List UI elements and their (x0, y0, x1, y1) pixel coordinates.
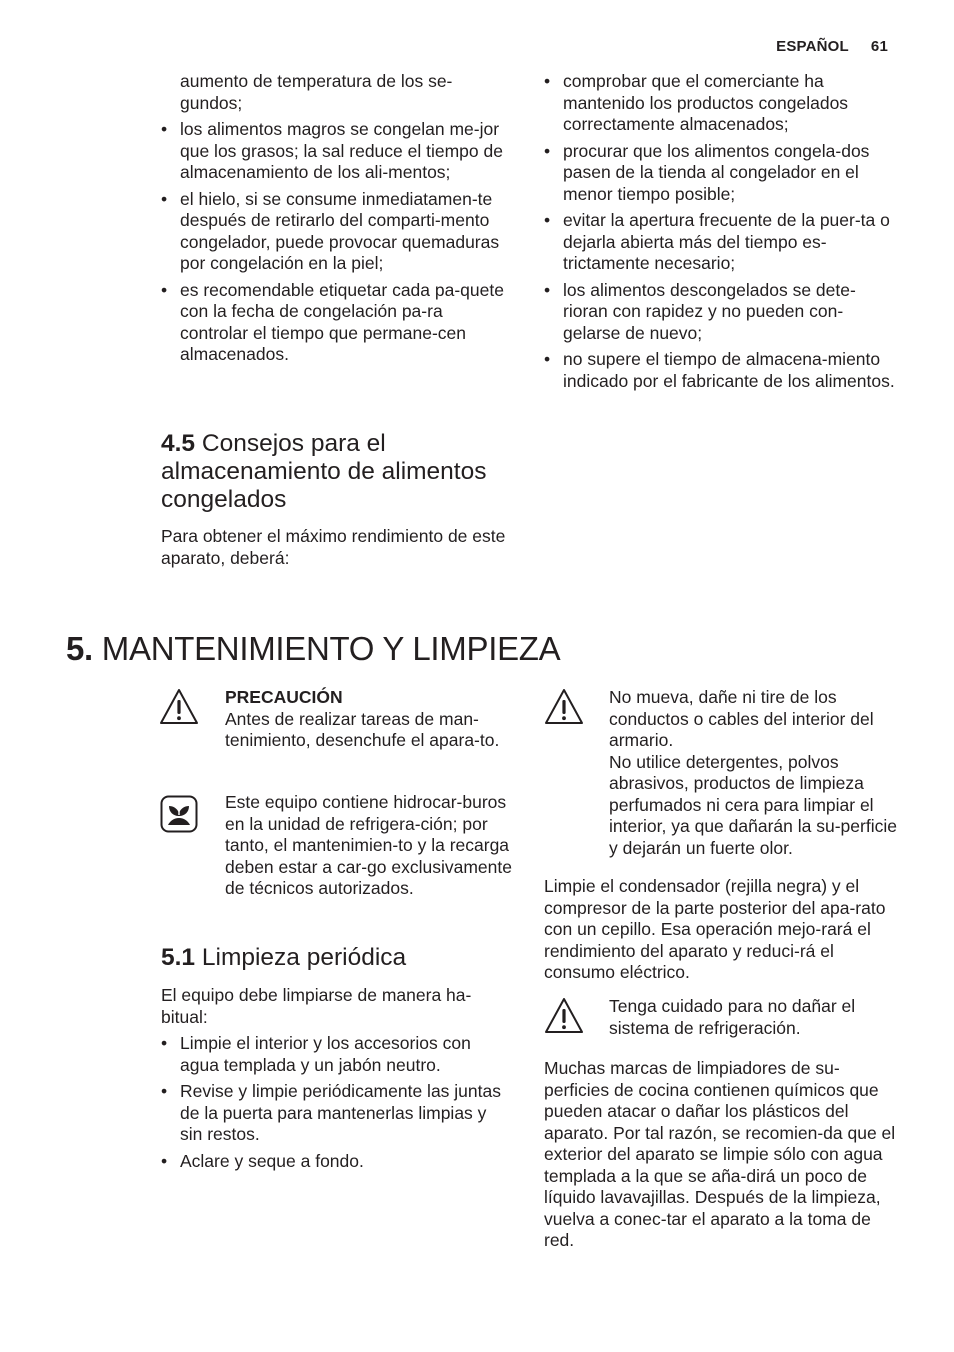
chapter-number: 5. (66, 630, 93, 667)
list-item: • los alimentos magros se congelan me-jor que los grasos; la sal reduce el tiempo de almacenamiento de los ali-mentos; (161, 119, 513, 184)
list-item: • Limpie el interior y los accesorios con agua templada y un jabón neutro. (161, 1033, 513, 1076)
section-4-5-intro: Para obtener el máximo rendimiento de este aparato, deberá: (161, 526, 506, 568)
section-title: Limpieza periódica (201, 944, 407, 971)
right-warning-1 (609, 687, 897, 859)
section-intro: El equipo debe limpiarse de manera ha-bitual: (161, 985, 472, 1027)
list-item: • los alimentos descongelados se dete-rioran con rapidez y no pueden con-gelarse de nuevo; (544, 280, 896, 345)
list-item: • comprobar que el comerciante ha mantenido los productos congelados correctamente almacenados; (544, 71, 896, 136)
caution-title: PRECAUCIÓN (225, 687, 343, 707)
section-4-5-heading (161, 430, 521, 514)
warning-text: No mueva, dañe ni tire de los conductos o cables del interior del armario. (609, 687, 874, 750)
list-item: • Aclare y seque a fondo. (161, 1151, 513, 1173)
section-5-1-heading (161, 944, 521, 972)
list-item: • es recomendable etiquetar cada pa-quete con la fecha de congelación pa-ra controlar el tiempo que permane-cen almacenados. (161, 280, 513, 366)
page-number: 61 (870, 38, 888, 55)
section-number: 4.5 (161, 430, 196, 457)
cleaners-paragraph: Muchas marcas de limpiadores de su-perficies de cocina contienen químicos que pueden atacar o dañar los plásticos del aparato. Por tal razón, se recomien-da que el exterior del aparato se limpie sólo con agua templada a la que se aña-dirá un poco de líquido lavavajillas. Después de la limpieza, vuelva a conec-tar el aparato a la toma de red. (544, 1058, 896, 1250)
section-title: Consejos para el almacenamiento de alimentos congelados (161, 430, 487, 513)
tips-list-left (161, 119, 513, 366)
list-item: • Revise y limpie periódicamente las juntas de la puerta para mantenerlas limpias y sin restos. (161, 1081, 513, 1146)
top-left-column (161, 71, 513, 371)
condenser-paragraph: Limpie el condensador (rejilla negra) y el compresor de la parte posterior del apa-rato con un cepillo. Esa operación mejo-rará el rendimiento del aparato y reduci-rá el consumo eléctrico. (544, 876, 886, 982)
header-section: ESPAÑOL (776, 38, 849, 55)
warning-triangle-icon (544, 997, 584, 1040)
cleaning-list (161, 1033, 513, 1172)
warning-triangle-icon (159, 688, 199, 731)
top-right-column (544, 71, 896, 397)
section-5-1-body (161, 985, 513, 1177)
chapter-title: MANTENIMIENTO Y LIMPIEZA (101, 630, 561, 667)
warning-text: No utilice detergentes, polvos abrasivos, productos de limpieza perfumados ni cera para limpiar el interior, ya que dañarán la su-perficie y dejarán un fuerte olor. (609, 751, 897, 858)
continued-text: aumento de temperatura de los se-gundos; (180, 71, 453, 113)
section-number: 5.1 (161, 944, 196, 971)
caution-text: Antes de realizar tareas de man-tenimiento, desenchufe el apara-to. (225, 708, 500, 750)
list-item: • procurar que los alimentos congela-dos pasen de la tienda al congelador en el menor tiempo posible; (544, 141, 896, 206)
tips-list-right (544, 71, 896, 392)
environment-plant-icon (160, 795, 198, 838)
page-header (776, 38, 888, 55)
right-warning-2: Tenga cuidado para no dañar el sistema de refrigeración. (609, 996, 856, 1038)
caution-block (225, 687, 515, 752)
list-item: • evitar la apertura frecuente de la puer-ta o dejarla abierta más del tiempo es-trictamente necesario; (544, 210, 896, 275)
list-item: • el hielo, si se consume inmediatamen-te después de retirarlo del comparti-mento congelador, puede provocar quemaduras por congelación en la piel; (161, 189, 513, 275)
list-item: • no supere el tiempo de almacena-miento indicado por el fabricante de los alimentos. (544, 349, 896, 392)
warning-triangle-icon (544, 688, 584, 731)
chapter-5-heading (66, 630, 886, 668)
eco-text: Este equipo contiene hidrocar-buros en la unidad de refrigera-ción; por tanto, el mantenimien-to y la recarga deben estar a car-go exclusivamente de técnicos autorizados. (225, 792, 512, 898)
